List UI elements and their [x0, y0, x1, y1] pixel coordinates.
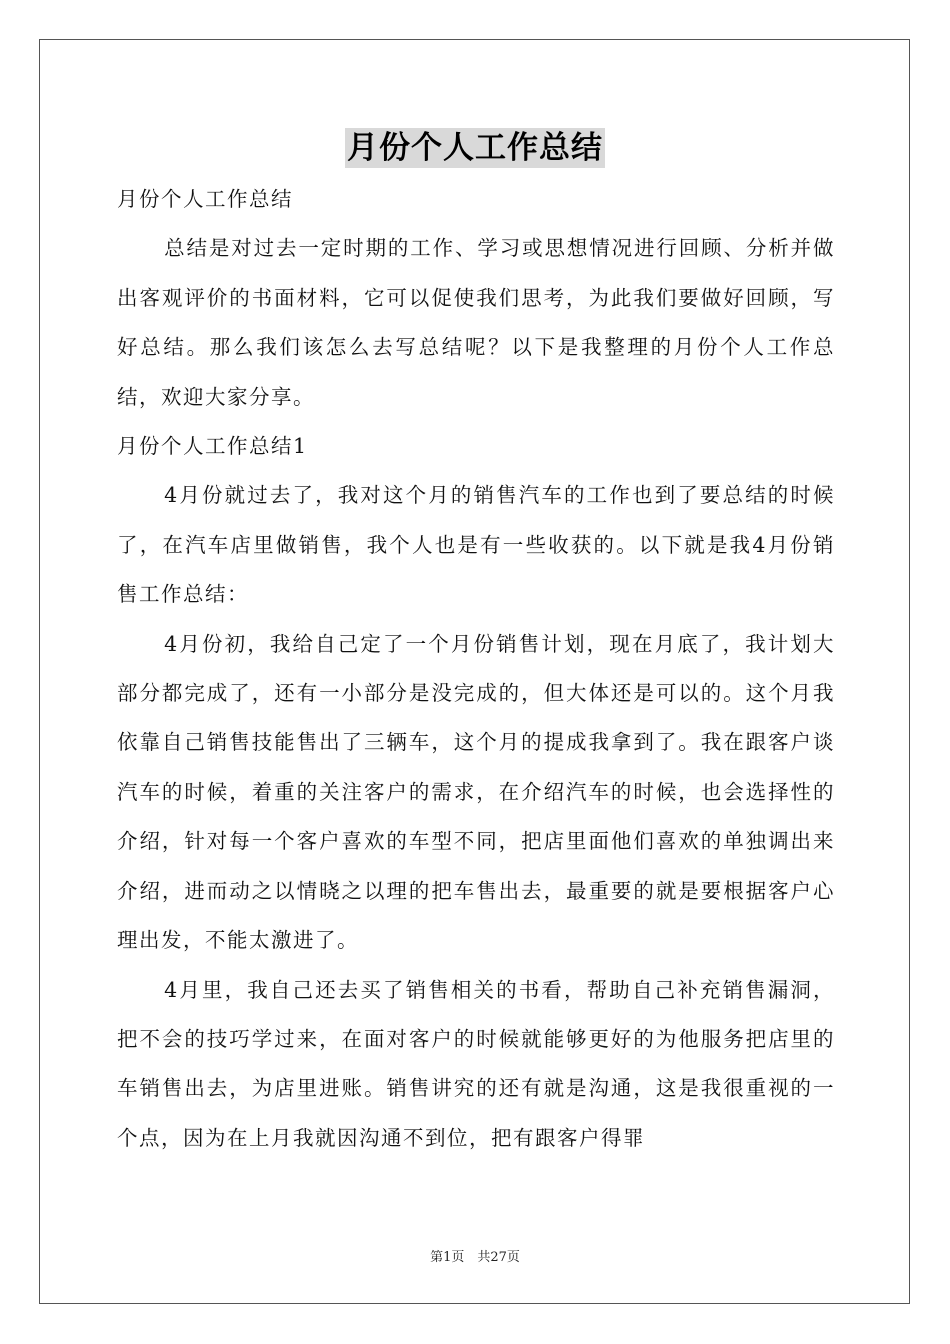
section-heading: 月份个人工作总结 — [117, 187, 293, 211]
paragraph: 4月份就过去了，我对这个月的销售汽车的工作也到了要总结的时候了，在汽车店里做销售，我个人也是有一些收获的。以下就是我4月份销售工作总结： — [117, 483, 835, 607]
document-body — [117, 175, 835, 1163]
paragraph: 4月里，我自己还去买了销售相关的书看，帮助自己补充销售漏洞，把不会的技巧学过来，在面对客户的时候就能够更好的为他服务把店里的车销售出去，为店里进账。销售讲究的还有就是沟通，这是我很重视的一个点，因为在上月我就因沟通不到位，把有跟客户得罪 — [117, 977, 835, 1150]
document-title: 月份个人工作总结 — [347, 130, 603, 166]
paragraph: 总结是对过去一定时期的工作、学习或思想情况进行回顾、分析并做出客观评价的书面材料，它可以促使我们思考，为此我们要做好回顾，写好总结。那么我们该怎么去写总结呢？以下是我整理的月份个人工作总结，欢迎大家分享。 — [117, 236, 835, 409]
title-area — [0, 128, 950, 168]
page-footer: 第1页 共27页 — [430, 1250, 520, 1265]
section-heading: 月份个人工作总结1 — [117, 434, 308, 459]
paragraph: 4月份初，我给自己定了一个月份销售计划，现在月底了，我计划大部分都完成了，还有一小部分是没完成的，但大体还是可以的。这个月我依靠自己销售技能售出了三辆车，这个月的提成我拿到了。我在跟客户谈汽车的时候，着重的关注客户的需求，在介绍汽车的时候，也会选择性的介绍，针对每一个客户喜欢的车型不同，把店里面他们喜欢的单独调出来介绍，进而动之以情晓之以理的把车售出去，最重要的就是要根据客户心理出发，不能太激进了。 — [117, 631, 835, 953]
